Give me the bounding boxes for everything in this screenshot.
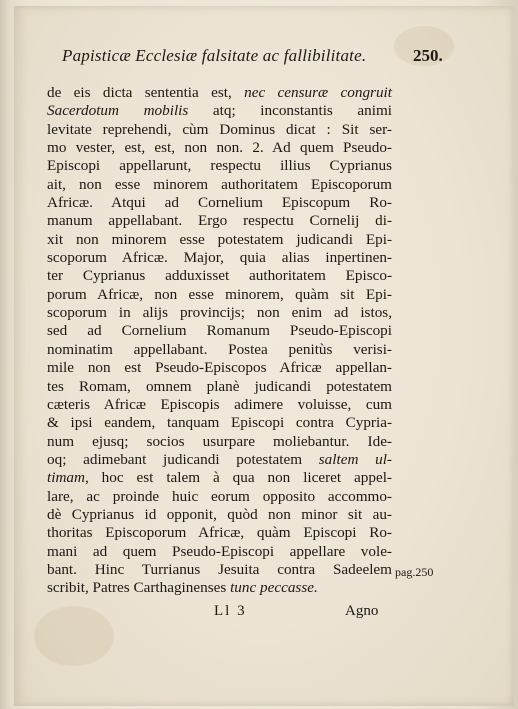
text-line [47,378,392,396]
text-segment: mile non est Pseudo-Episcopos Africæ appellan- [47,359,392,377]
text-line [47,561,392,579]
text-line [47,157,392,175]
text-segment: & ipsi eandem, tanquam Episcopi contra Cypria- [47,414,392,432]
text-segment: oq; adimebant judicandi potestatem [47,450,319,468]
text-segment: bant. Hinc Turrianus Jesuita contra Sadeelem [47,560,392,578]
text-line [47,102,392,120]
italic-text: tunc peccasse. [230,579,318,597]
text-line [47,341,392,359]
italic-text: Sacerdotum mobilis [47,102,189,120]
text-segment: sed ad Cornelium Romanum Pseudo-Episcopi [47,322,392,340]
margin-note: pag.250 [395,565,434,579]
text-line [47,249,392,267]
text-segment: levitate reprehendi, cùm Dominus dicat : Sit ser- [47,120,392,138]
text-line [47,176,392,194]
page-header [0,44,518,68]
text-line [47,506,392,524]
text-segment: mo vester, est, est, non non. 2. Ad quem Pseudo- [47,139,392,157]
text-segment: scoporum in alijs provincijs; non enim ad istos, [47,304,392,322]
text-line [47,286,392,304]
text-line [47,469,392,487]
running-head: Papisticæ Ecclesiæ falsitate ac fallibilitate. [62,46,367,65]
text-line [47,524,392,542]
text-line [47,543,392,561]
text-line [47,84,392,102]
page-number: 250. [413,46,443,65]
text-segment: ait, non esse minorem authoritatem Episcoporum [47,175,392,193]
text-segment: Africæ. Atqui ad Cornelium Episcopum Ro- [47,194,392,212]
italic-text: saltem ul- [318,450,392,468]
catchword: Agno [345,603,379,619]
text-line [47,433,392,451]
text-line [47,579,392,597]
text-segment: atq; inconstantis animi [188,102,392,120]
page-footer [0,603,518,625]
text-segment: cæteris Africæ Episcopis adimere voluisse, cum [47,395,392,413]
body-text [47,84,392,598]
text-segment: nominatim appellabant. Postea penitùs verisi- [47,340,392,358]
text-line [47,212,392,230]
text-segment: thoritas Episcoporum Africæ, quàm Episcopi Ro- [47,524,392,542]
text-line [47,304,392,322]
text-line [47,194,392,212]
text-segment: scribit, Patres Carthaginenses [47,579,231,597]
text-line [47,396,392,414]
text-segment: xit non minorem esse potestatem judicandi Epi- [47,230,392,248]
text-segment: manum appellabant. Ergo respectu Cornelij di- [47,212,392,230]
text-segment: porum Africæ, non esse minorem, quàm sit Epi- [47,285,392,303]
italic-text: nec censuræ congruit [244,84,392,101]
text-line [47,231,392,249]
text-segment: num ejusq; socios usurpare moliebantur. Ide- [47,432,392,450]
italic-text: timam, [47,469,89,487]
text-segment: de eis dicta sententia est, [47,84,245,101]
text-segment: mani ad quem Pseudo-Episcopi appellare vole- [47,542,392,560]
text-line [47,359,392,377]
text-segment: Episcopi appellarunt, respectu illius Cyprianus [47,157,392,175]
text-line [47,451,392,469]
text-segment: lare, ac proinde huic eorum opposito accommo- [47,487,392,505]
text-line [47,488,392,506]
text-line [47,322,392,340]
text-segment: dè Cyprianus id opponit, quòd non minor sit au- [47,505,392,523]
text-line [47,267,392,285]
text-segment: ter Cyprianus adduxisset authoritatem Episco- [47,267,392,285]
text-segment: scoporum Africæ. Major, quia alias inpertinen- [47,249,392,267]
text-line [47,139,392,157]
text-segment: tes Romam, omnem planè judicandi potestatem [47,377,392,395]
signature-mark: Ll 3 [214,603,247,619]
text-segment: hoc est talem à qua non liceret appel- [88,469,392,487]
text-line [47,414,392,432]
text-line [47,121,392,139]
